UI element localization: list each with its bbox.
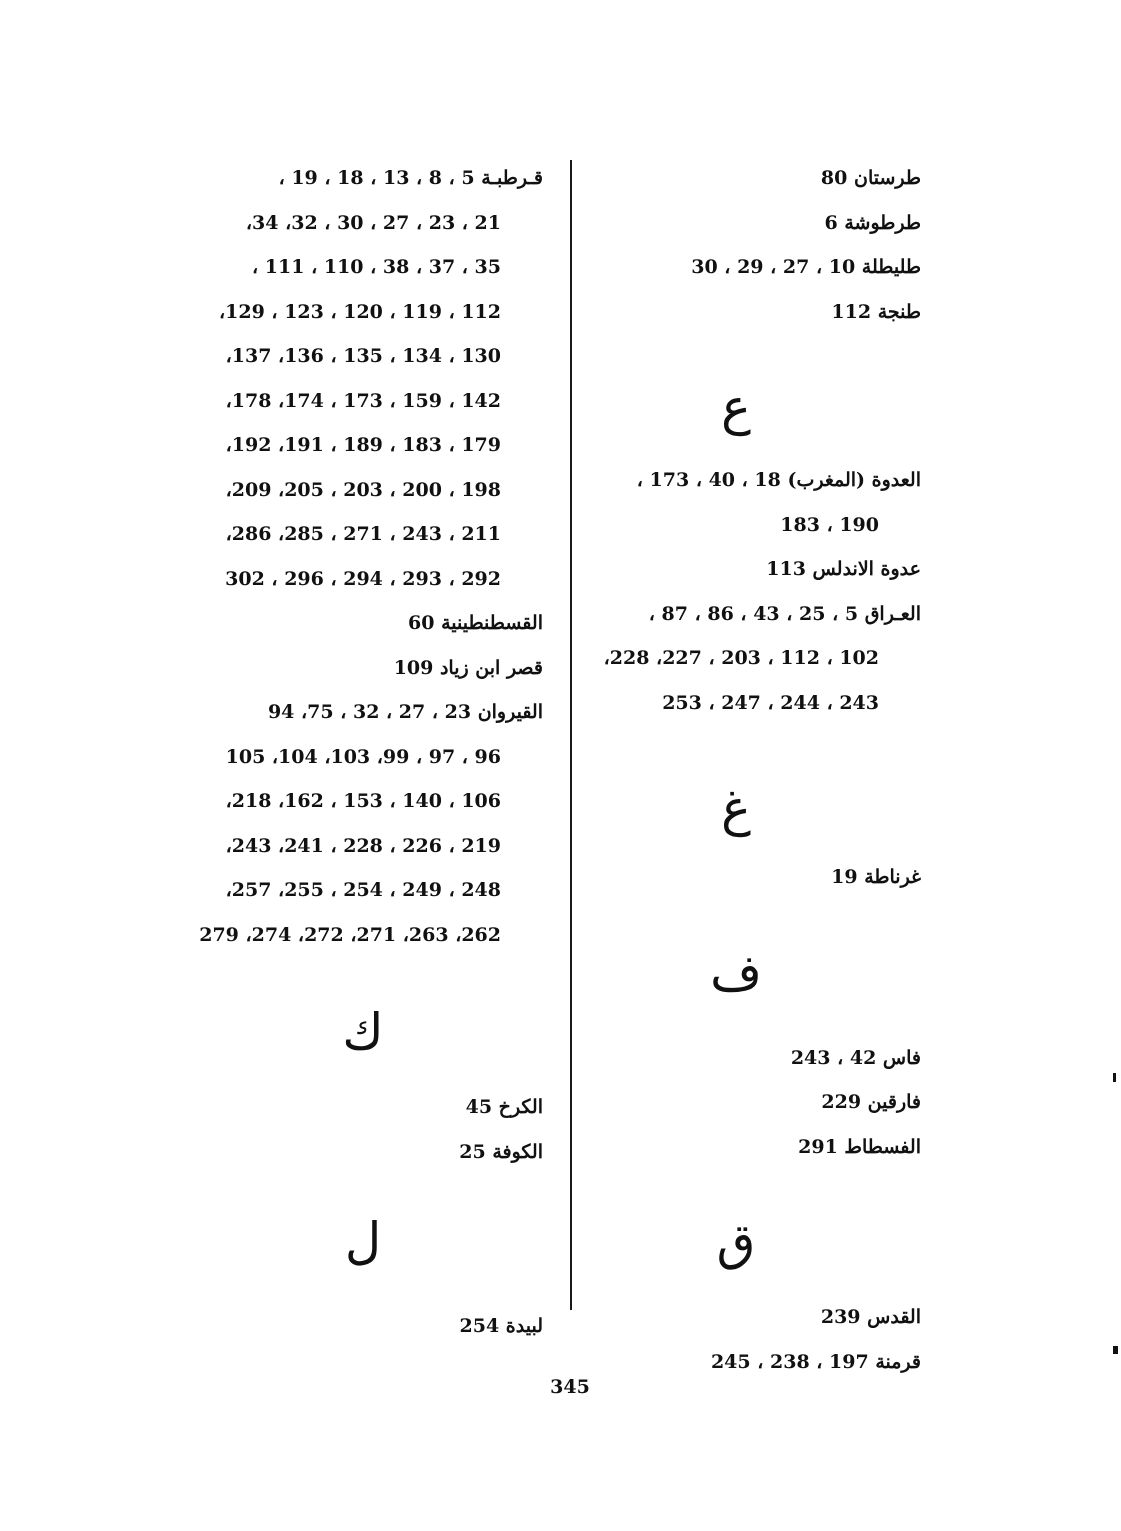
index-entry-continuation: 292 ، 293 ، 294 ، 296 ، 302: [225, 567, 501, 590]
index-column-right: [571, 156, 921, 1384]
index-entry-continuation: 262، 263، 271، 272، 274، 279: [199, 923, 501, 946]
index-entry: الفسطاط 291: [798, 1135, 921, 1158]
index-entry: القيروان 23 ، 27 ، 32 ، 75، 94: [267, 701, 543, 723]
section-letter-ain: ع: [721, 378, 751, 436]
scan-speck: [1113, 1346, 1118, 1354]
section-letter-lam: ل: [344, 1212, 382, 1270]
index-entry: العدوة (المغرب) 18 ، 40 ، 173 ،: [636, 469, 921, 491]
index-entry: طرستان 80: [820, 167, 921, 189]
index-entry-continuation: 35 ، 37 ، 38 ، 110 ، 111 ،: [252, 256, 501, 278]
index-entry-continuation: 112 ، 119 ، 120 ، 123 ، 129،: [219, 300, 501, 323]
index-entry: طنجة 112: [831, 300, 921, 323]
index-entry: طرطوشة 6: [824, 211, 921, 234]
index-entry: القسطنطينية 60: [408, 612, 543, 634]
index-entry-continuation: 142 ، 159 ، 173 ، 174، 178،: [225, 389, 501, 412]
index-column-left: [183, 156, 543, 1349]
index-entry-continuation: 130 ، 134 ، 135 ، 136، 137،: [225, 345, 501, 367]
index-entry: غرناطة 19: [831, 866, 921, 888]
index-entry-continuation: 248 ، 249 ، 254 ، 255، 257،: [225, 879, 501, 901]
section-letter-fa: ف: [710, 943, 762, 1002]
index-entry-continuation: 219 ، 226 ، 228 ، 241، 243،: [225, 834, 501, 857]
index-entry: عدوة الاندلس 113: [766, 558, 921, 580]
index-entry-continuation: 96 ، 97 ، 99، 103، 104، 105: [225, 745, 501, 768]
index-entry: العـراق 5 ، 25 ، 43 ، 86 ، 87 ،: [648, 602, 921, 625]
index-entry: لبيدة 254: [459, 1315, 543, 1337]
index-entry: قرمنة 197 ، 238 ، 245: [710, 1350, 921, 1373]
index-entry: الكرخ 45: [465, 1096, 543, 1118]
index-entry: القدس 239: [820, 1306, 921, 1328]
index-entry: فارقين 229: [821, 1091, 921, 1113]
index-entry-continuation: 106 ، 140 ، 153 ، 162، 218،: [225, 790, 501, 812]
section-letter-kaf: ك: [342, 1003, 384, 1061]
page-number: 345: [550, 1376, 590, 1398]
index-entry-continuation: 190 ، 183: [780, 513, 879, 536]
section-letter-qaf: ق: [716, 1213, 756, 1271]
index-entry: الكوفة 25: [459, 1140, 543, 1163]
index-entry-continuation: 243 ، 244 ، 247 ، 253: [662, 691, 879, 714]
index-entry-continuation: 211 ، 243 ، 271 ، 285، 286،: [225, 523, 501, 545]
index-entry-continuation: 21 ، 23 ، 27 ، 30 ، 32، 34،: [245, 211, 501, 234]
index-entry-continuation: 198 ، 200 ، 203 ، 205، 209،: [225, 478, 501, 501]
index-entry: قـرطبـة 5 ، 8 ، 13 ، 18 ، 19 ،: [278, 167, 543, 189]
index-entry-continuation: 179 ، 183 ، 189 ، 191، 192،: [225, 434, 501, 456]
section-letter-ghain: غ: [721, 779, 751, 837]
column-divider: [570, 160, 572, 1310]
scan-speck: [1113, 1073, 1116, 1082]
index-entry: قصر ابن زياد 109: [393, 656, 543, 679]
index-entry: طليطلة 10 ، 27 ، 29 ، 30: [691, 256, 921, 278]
index-entry-continuation: 102 ، 112 ، 203 ، 227، 228،: [603, 647, 879, 669]
index-entry: فاس 42 ، 243: [790, 1046, 921, 1069]
